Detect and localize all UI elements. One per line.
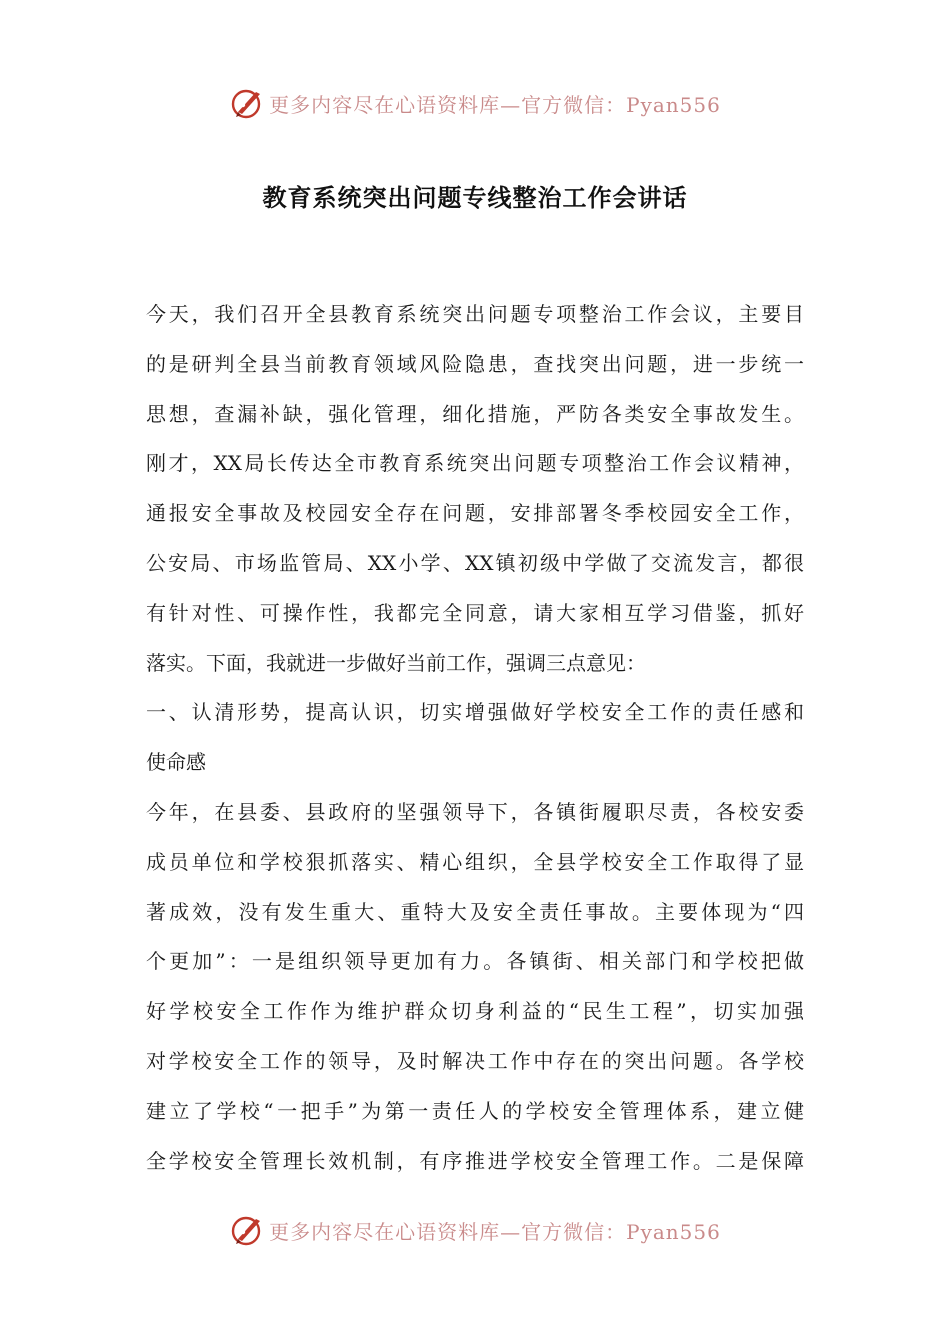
body-line: 全学校安全管理长效机制，有序推进学校安全管理工作。二是保障 bbox=[146, 1148, 804, 1173]
footer-banner bbox=[0, 1205, 950, 1255]
body-line: 刚才，XX局长传达全市教育系统突出问题专项整治工作会议精神， bbox=[146, 451, 804, 476]
body-line: 个更加”：一是组织领导更加有力。各镇街、相关部门和学校把做 bbox=[146, 949, 804, 974]
document-title: 教育系统突出问题专线整治工作会讲话 bbox=[262, 184, 688, 212]
pen-circle-logo-icon bbox=[229, 85, 265, 121]
body-line: 有针对性、可操作性，我都完全同意，请大家相互学习借鉴，抓好 bbox=[146, 600, 804, 625]
footer-banner-text: 更多内容尽在心语资料库—官方微信：Pyan556 bbox=[269, 1219, 721, 1244]
body-line: 一、认清形势，提高认识，切实增强做好学校安全工作的责任感和 bbox=[146, 700, 804, 725]
pen-circle-logo-icon bbox=[229, 1212, 265, 1248]
body-line: 的是研判全县当前教育领域风险隐患，查找突出问题，进一步统一 bbox=[146, 351, 804, 376]
body-line: 思想，查漏补缺，强化管理，细化措施，严防各类安全事故发生。 bbox=[146, 401, 804, 426]
body-line: 公安局、市场监管局、XX小学、XX镇初级中学做了交流发言，都很 bbox=[146, 550, 804, 575]
body-line: 落实。下面，我就进一步做好当前工作，强调三点意见： bbox=[146, 650, 646, 675]
document-body bbox=[146, 290, 804, 1186]
body-line: 对学校安全工作的领导，及时解决工作中存在的突出问题。各学校 bbox=[146, 1048, 804, 1073]
body-line: 今天，我们召开全县教育系统突出问题专项整治工作会议，主要目 bbox=[146, 302, 804, 326]
body-line: 通报安全事故及校园安全存在问题，安排部署冬季校园安全工作， bbox=[146, 501, 804, 526]
body-line: 使命感 bbox=[146, 750, 206, 775]
body-line: 建立了学校“一把手”为第一责任人的学校安全管理体系，建立健 bbox=[146, 1098, 804, 1123]
header-banner bbox=[0, 78, 950, 128]
body-line: 今年，在县委、县政府的坚强领导下，各镇街履职尽责，各校安委 bbox=[146, 799, 804, 824]
body-line: 著成效，没有发生重大、重特大及安全责任事故。主要体现为“四 bbox=[146, 899, 804, 924]
header-banner-text: 更多内容尽在心语资料库—官方微信：Pyan556 bbox=[269, 92, 721, 117]
body-line: 好学校安全工作作为维护群众切身利益的“民生工程”，切实加强 bbox=[146, 999, 804, 1024]
body-line: 成员单位和学校狠抓落实、精心组织，全县学校安全工作取得了显 bbox=[146, 849, 804, 874]
